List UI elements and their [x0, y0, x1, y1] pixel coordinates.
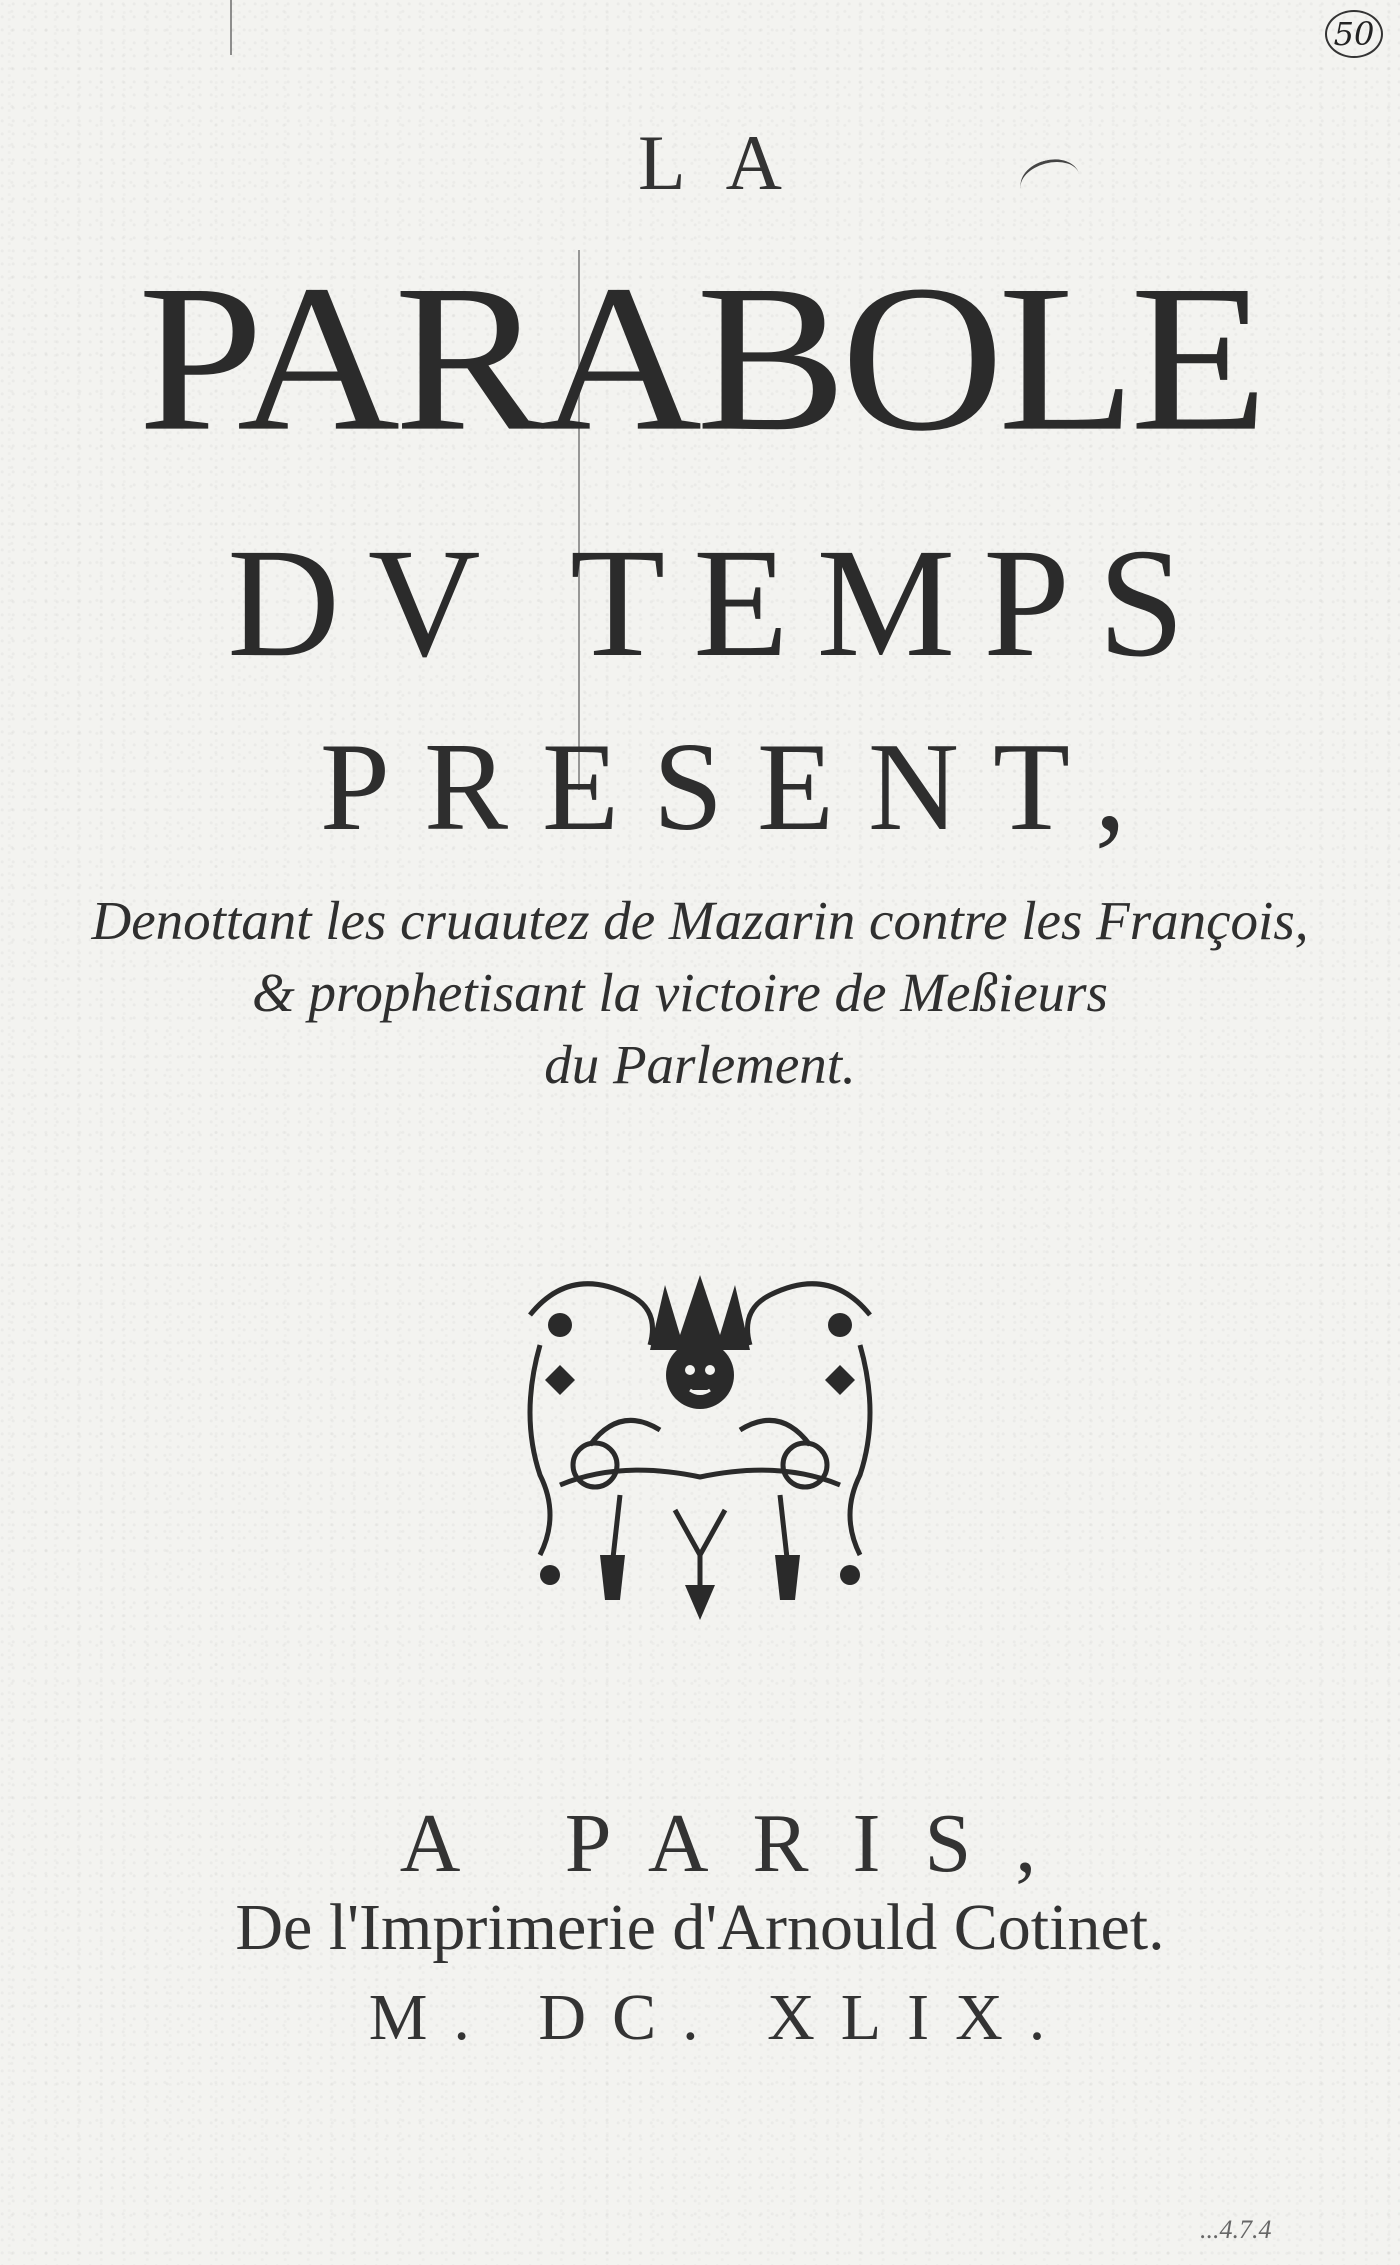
subtitle-line-1: Denottant les cruautez de Mazarin contre les François, — [91, 890, 1309, 951]
imprint-year: M. DC. XLIX. — [368, 1981, 1072, 2054]
imprint-place: A PARIS, — [399, 1797, 1081, 1890]
title-line-2: PARABOLE — [137, 241, 1263, 475]
imprint-printer: De l'Imprimerie d'Arnould Cotinet. — [235, 1891, 1165, 1964]
title-line-1: LA — [638, 119, 822, 206]
subtitle-line-3: du Parlement. — [544, 1034, 856, 1095]
title-line-3: DV TEMPS — [227, 516, 1213, 689]
margin-note: ...4.7.4 — [1200, 2215, 1272, 2244]
edge-mark — [230, 0, 232, 55]
printers-ornament-icon — [500, 1255, 900, 1635]
subtitle-line-2: & prophetisant la victoire de Meßieurs — [252, 962, 1108, 1023]
folio-number: 50 — [1325, 10, 1383, 58]
title-line-4: PRESENT, — [319, 718, 1161, 857]
